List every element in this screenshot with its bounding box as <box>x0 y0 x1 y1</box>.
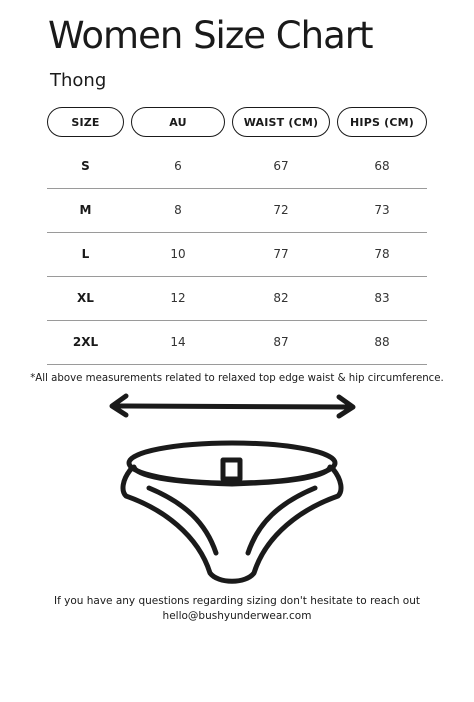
cell-au: 12 <box>170 291 186 305</box>
page-title: Women Size Chart <box>48 14 373 57</box>
cell-hips: 78 <box>374 247 390 261</box>
table-row <box>47 233 427 277</box>
size-table <box>47 145 427 365</box>
cell-waist: 67 <box>273 159 289 173</box>
cell-size: 2XL <box>72 335 99 349</box>
cell-waist: 82 <box>273 291 289 305</box>
table-header <box>47 107 427 139</box>
header-waist: WAIST (CM) <box>232 107 330 137</box>
header-au: AU <box>131 107 225 137</box>
cell-waist: 77 <box>273 247 289 261</box>
cell-waist: 72 <box>273 203 289 217</box>
table-row <box>47 189 427 233</box>
header-hips: HIPS (CM) <box>337 107 427 137</box>
measurement-note: *All above measurements related to relaxed top edge waist & hip circumference. <box>30 373 444 384</box>
cell-hips: 73 <box>374 203 390 217</box>
table-row <box>47 321 427 365</box>
double-arrow-icon <box>112 396 353 416</box>
table-row <box>47 145 427 189</box>
cell-au: 6 <box>174 159 182 173</box>
header-size: SIZE <box>47 107 124 137</box>
garment-illustration <box>0 385 474 590</box>
thong-underwear-icon <box>123 443 341 581</box>
cell-size: XL <box>77 291 94 305</box>
cell-hips: 88 <box>374 335 390 349</box>
cell-au: 10 <box>170 247 186 261</box>
footer-contact <box>0 594 474 624</box>
cell-size: S <box>81 159 90 173</box>
cell-hips: 83 <box>374 291 390 305</box>
cell-hips: 68 <box>374 159 390 173</box>
product-subtitle: Thong <box>50 70 107 91</box>
cell-size: M <box>79 203 92 217</box>
contact-email[interactable]: hello@bushyunderwear.com <box>162 610 312 622</box>
table-row <box>47 277 427 321</box>
footer-message: If you have any questions regarding sizing don't hesitate to reach out <box>53 595 421 607</box>
cell-size: L <box>81 247 90 261</box>
cell-au: 14 <box>170 335 186 349</box>
cell-waist: 87 <box>273 335 289 349</box>
cell-au: 8 <box>174 203 182 217</box>
